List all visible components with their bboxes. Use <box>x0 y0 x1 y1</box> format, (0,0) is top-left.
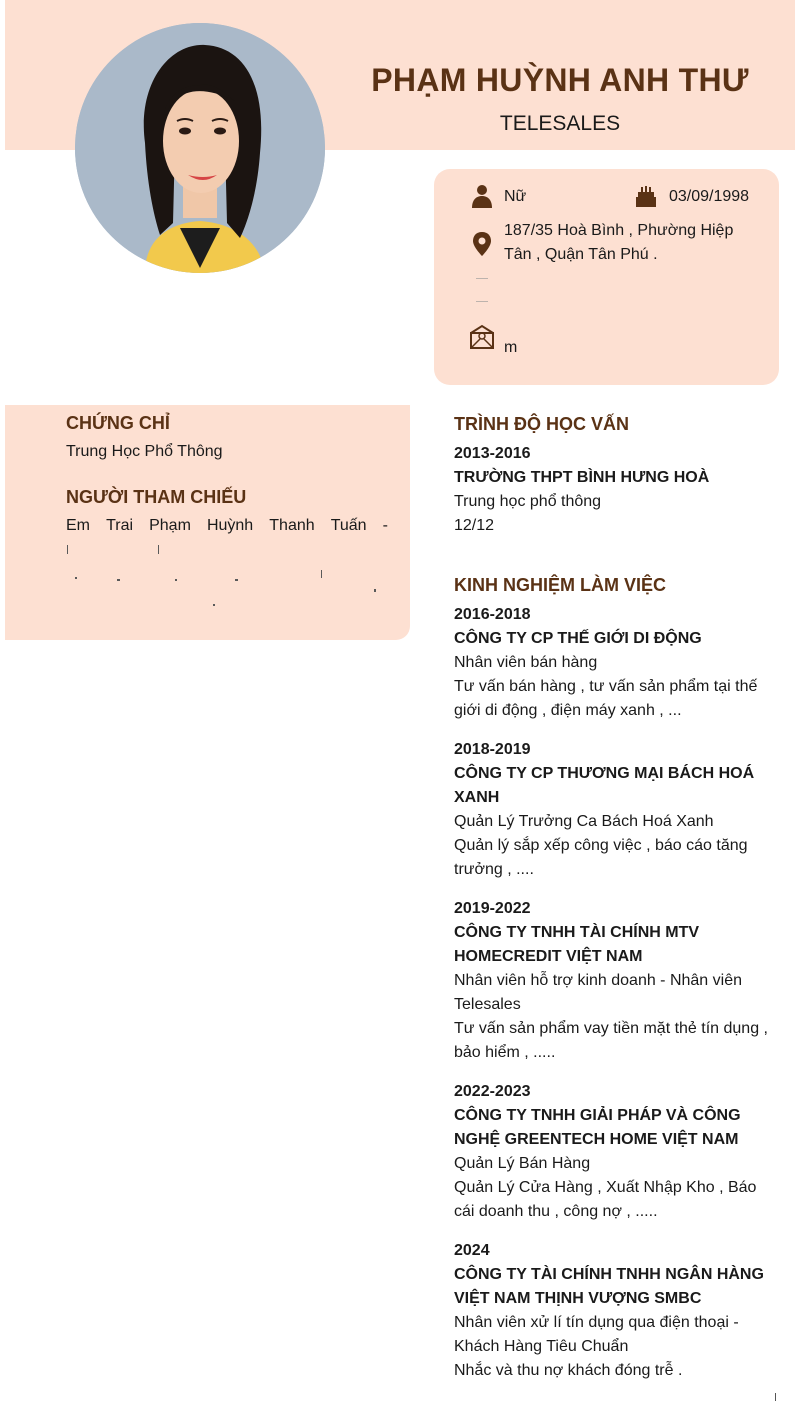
hidden-field-line <box>476 301 488 302</box>
entry-line: Nhân viên hỗ trợ kinh doanh - Nhân viên Telesales <box>454 972 742 1013</box>
certificates-title: CHỨNG CHỈ <box>66 413 170 433</box>
redacted-fragment <box>117 579 120 581</box>
reference-line <box>66 514 388 538</box>
redacted-fragment <box>374 589 376 592</box>
entry-line: Nhân viên bán hàng <box>454 654 598 671</box>
entry-year: 2019-2022 <box>454 900 531 917</box>
email-icon <box>469 324 495 350</box>
cake-icon <box>633 183 659 209</box>
experience-entry <box>454 603 779 723</box>
location-pin-icon <box>469 231 495 257</box>
page-edge-mark <box>775 1393 776 1401</box>
sidebar-panel <box>5 405 410 640</box>
reference-word: - <box>382 517 388 534</box>
entry-line: Quản lý sắp xếp công việc , báo cáo tăng trưởng , .... <box>454 837 748 878</box>
entry-line: 12/12 <box>454 517 495 534</box>
main-column <box>454 410 779 1398</box>
profile-photo <box>75 23 325 273</box>
entry-line: Tư vấn bán hàng , tư vấn sản phẩm tại thế giới di động , điện máy xanh , ... <box>454 678 758 719</box>
phone-placeholder-line <box>476 278 488 279</box>
candidate-role: TELESALES <box>499 112 621 135</box>
entry-organization: CÔNG TY TNHH GIẢI PHÁP VÀ CÔNG NGHỆ GREENTECH HOME VIỆT NAM <box>454 1107 741 1148</box>
experience-title: KINH NGHIỆM LÀM VIỆC <box>454 575 667 595</box>
reference-word: Tuấn <box>330 517 367 534</box>
entry-year: 2016-2018 <box>454 606 531 623</box>
address-line-2: Tân , Quận Tân Phú . <box>504 246 658 263</box>
email-value: m <box>504 339 518 356</box>
redacted-fragment <box>67 545 68 554</box>
person-icon <box>469 183 495 209</box>
experience-entry <box>454 738 779 882</box>
entry-organization: CÔNG TY CP THƯƠNG MẠI BÁCH HOÁ XANH <box>454 765 755 806</box>
entry-line: Quản Lý Bán Hàng <box>454 1155 591 1172</box>
experience-entry <box>454 897 779 1065</box>
entry-line: Tư vấn sản phẩm vay tiền mặt thẻ tín dụng , bảo hiểm , ..... <box>454 1020 768 1061</box>
entry-line: Quản Lý Cửa Hàng , Xuất Nhập Kho , Báo cái doanh thu , công nợ , ..... <box>454 1179 757 1220</box>
entry-line: Nhân viên xử lí tín dụng qua điện thoại - Khách Hàng Tiêu Chuẩn <box>454 1314 739 1355</box>
entry-organization: CÔNG TY TNHH TÀI CHÍNH MTV HOMECREDIT VIỆT NAM <box>454 924 700 965</box>
entry-line: Trung học phổ thông <box>454 493 602 510</box>
gender-value: Nữ <box>504 188 527 205</box>
entry-line: Quản Lý Trưởng Ca Bách Hoá Xanh <box>454 813 714 830</box>
certificate-item: Trung Học Phổ Thông <box>66 443 223 460</box>
profile-photo-graphic <box>75 23 325 273</box>
redacted-fragment <box>175 579 177 581</box>
reference-word: Thanh <box>269 517 315 534</box>
entry-organization: TRƯỜNG THPT BÌNH HƯNG HOÀ <box>454 469 710 486</box>
reference-word: Huỳnh <box>206 517 254 534</box>
address-line-1: 187/35 Hoà Bình , Phường Hiệp <box>504 222 734 239</box>
birthdate-value: 03/09/1998 <box>669 188 750 205</box>
experience-entry <box>454 1239 779 1383</box>
entry-organization: CÔNG TY CP THẾ GIỚI DI ĐỘNG <box>454 630 702 647</box>
entry-year: 2018-2019 <box>454 741 531 758</box>
education-title: TRÌNH ĐỘ HỌC VẤN <box>454 414 629 434</box>
redacted-fragment <box>75 577 77 579</box>
redacted-fragment <box>235 579 238 581</box>
entry-organization: CÔNG TY TÀI CHÍNH TNHH NGÂN HÀNG VIỆT NAM THỊNH VƯỢNG SMBC <box>454 1266 764 1307</box>
candidate-name: PHẠM HUỲNH ANH THƯ <box>371 62 749 98</box>
entry-year: 2013-2016 <box>454 445 531 462</box>
contact-box <box>434 169 779 385</box>
education-entry <box>454 442 779 538</box>
reference-word: Trai <box>106 517 134 534</box>
experience-entry <box>454 1080 779 1224</box>
reference-word: Phạm <box>149 517 191 534</box>
redacted-fragment <box>321 570 322 578</box>
entry-line: Nhắc và thu nợ khách đóng trễ . <box>454 1362 683 1379</box>
redacted-fragment <box>158 545 159 554</box>
redacted-fragment <box>213 604 215 606</box>
references-title: NGƯỜI THAM CHIẾU <box>66 487 247 507</box>
entry-year: 2022-2023 <box>454 1083 531 1100</box>
reference-word: Em <box>66 517 90 534</box>
entry-year: 2024 <box>454 1242 490 1259</box>
